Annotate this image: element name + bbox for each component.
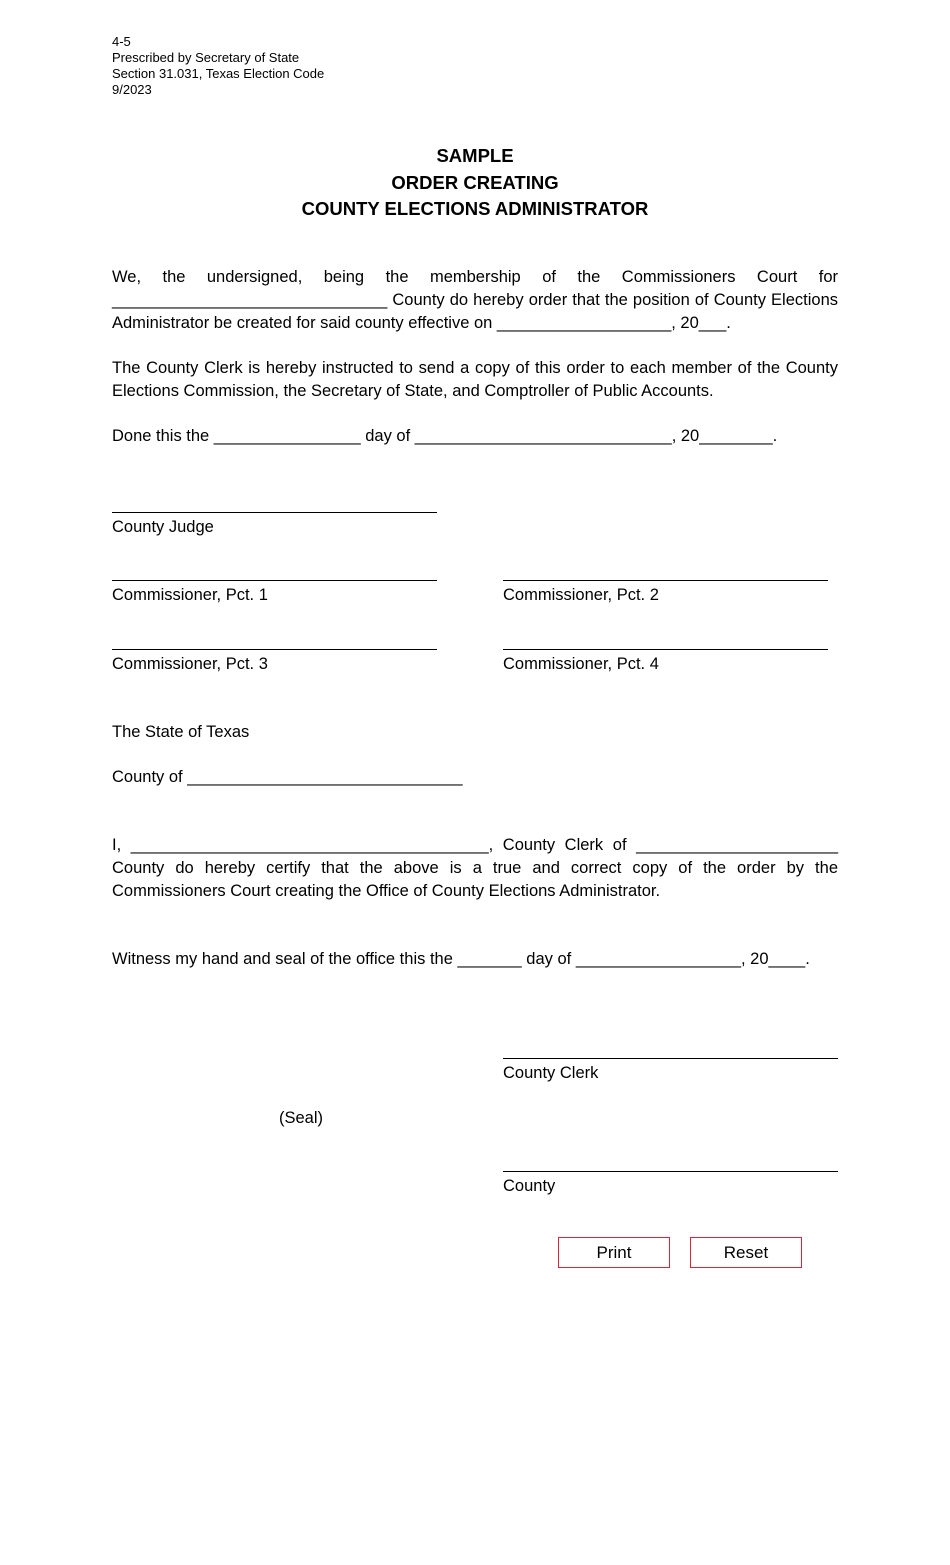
title-line-1: SAMPLE bbox=[436, 145, 514, 166]
state-label: The State of Texas bbox=[112, 723, 250, 741]
form-header bbox=[112, 34, 324, 98]
seal-label: (Seal) bbox=[279, 1109, 324, 1127]
commissioner-4-signature-line bbox=[503, 649, 828, 650]
prescribed-by: Prescribed by Secretary of State bbox=[112, 50, 300, 65]
document-title bbox=[0, 143, 950, 223]
certification-paragraph: I, _______________________________________, County Clerk of ______________________ County do hereby certify that the above is a true and correct copy of the order by the Commissioners Court creating the Office of County Elections Administrator. bbox=[112, 836, 838, 900]
county-clerk-label: County Clerk bbox=[503, 1064, 599, 1082]
reset-button[interactable]: Reset bbox=[690, 1237, 802, 1268]
commissioner-3-signature-line bbox=[112, 649, 437, 650]
county-signature-line bbox=[503, 1171, 838, 1172]
commissioner-4-label: Commissioner, Pct. 4 bbox=[503, 655, 659, 673]
form-date: 9/2023 bbox=[112, 82, 152, 97]
order-paragraph: We, the undersigned, being the membership of the Commissioners Court for ______________________________ County do hereby order that the position of County Elections Administrator be created for said county effective on ___________________, 20___. bbox=[112, 268, 838, 332]
print-button[interactable]: Print bbox=[558, 1237, 670, 1268]
form-number: 4-5 bbox=[112, 34, 131, 49]
commissioner-1-label: Commissioner, Pct. 1 bbox=[112, 586, 268, 604]
commissioner-1-signature-line bbox=[112, 580, 437, 581]
title-line-2: ORDER CREATING bbox=[391, 171, 559, 193]
title-line-3: COUNTY ELECTIONS ADMINISTRATOR bbox=[301, 198, 649, 219]
code-section: Section 31.031, Texas Election Code bbox=[112, 66, 325, 81]
county-label: County bbox=[503, 1177, 556, 1195]
county-judge-label: County Judge bbox=[112, 518, 214, 536]
instruction-paragraph: The County Clerk is hereby instructed to send a copy of this order to each member of the County Elections Commission, the Secretary of State, and Comptroller of Public Accounts. bbox=[112, 359, 838, 400]
commissioner-2-label: Commissioner, Pct. 2 bbox=[503, 586, 659, 604]
county-clerk-signature-line bbox=[503, 1058, 838, 1059]
county-of-line: County of ______________________________ bbox=[112, 768, 463, 786]
county-judge-signature-line bbox=[112, 512, 437, 513]
done-this-line: Done this the ________________ day of ____________________________, 20________. bbox=[112, 427, 778, 445]
witness-line: Witness my hand and seal of the office this the _______ day of __________________, 20____. bbox=[112, 950, 810, 968]
commissioner-3-label: Commissioner, Pct. 3 bbox=[112, 655, 268, 673]
commissioner-2-signature-line bbox=[503, 580, 828, 581]
